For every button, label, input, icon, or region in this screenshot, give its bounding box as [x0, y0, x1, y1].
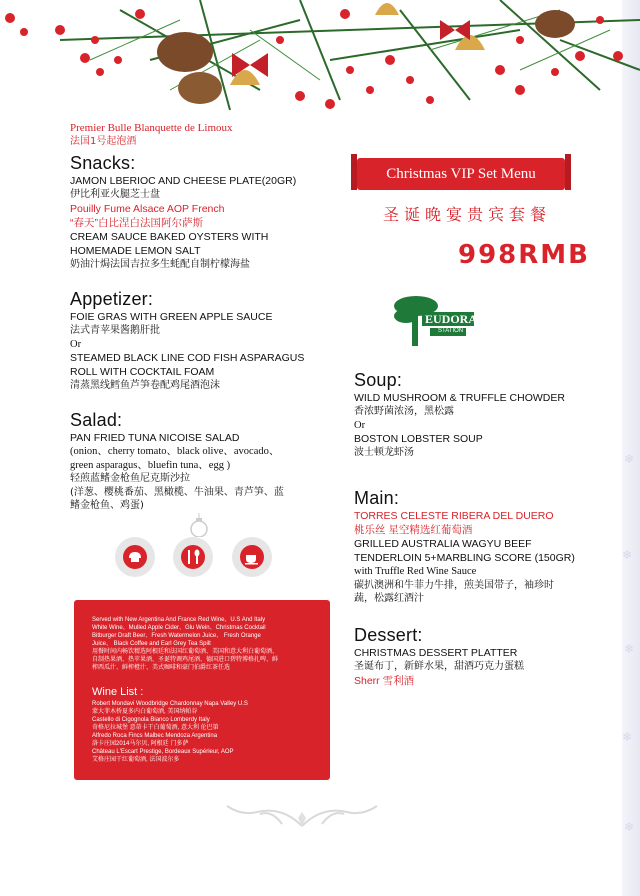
- wine-box-line: 榨西瓜汁、鲜榨橙汁、美式咖啡和豪门伯爵红茶任选: [92, 665, 231, 671]
- snacks-section: [70, 153, 350, 271]
- dessert-section: [354, 625, 619, 688]
- menu-line: WILD MUSHROOM & TRUFFLE CHOWDER: [354, 392, 565, 404]
- menu-line: FOIE GRAS WITH GREEN APPLE SAUCE: [70, 311, 273, 323]
- snowflake-icon: ❄: [622, 548, 633, 562]
- menu-price: 998RMB: [458, 240, 590, 270]
- wine-box-line: Bitburger Draft Beer、Fresh Watermelon Juice、 Fresh Orange: [92, 633, 261, 639]
- menu-line: 蔬，松露红酒汁: [354, 593, 424, 604]
- menu-line: (onion、cherry tomato、black olive、avocado、: [70, 446, 280, 457]
- menu-line: with Truffle Red Wine Sauce: [354, 566, 477, 577]
- snowflake-icon: ❄: [624, 452, 635, 466]
- appetizer-section: [70, 289, 355, 393]
- wine-box-line: 用餐时间内畅饮精选阿根廷和法国红葡萄酒、美国和意大利白葡萄酒、: [92, 649, 279, 655]
- section-title: Dessert:: [354, 625, 423, 645]
- menu-line: Pouilly Fume Alsace AOP French: [70, 202, 225, 215]
- appetizer-list: [70, 310, 355, 393]
- menu-line: BOSTON LOBSTER SOUP: [354, 433, 483, 445]
- menu-line: 圣诞布丁，新鲜水果，甜酒巧克力蛋糕: [354, 661, 524, 672]
- eudora-station-logo: [392, 292, 482, 350]
- menu-line: CREAM SAUCE BAKED OYSTERS WITH: [70, 230, 269, 243]
- salad-list: [70, 431, 355, 513]
- wine-box-line: 洛卡庄园2014马尔贝, 阿根廷 门多萨: [92, 741, 189, 747]
- menu-line: JAMON LBERIOC AND CHEESE PLATE(20GR): [70, 175, 297, 187]
- snowflake-icon: ❄: [624, 820, 635, 834]
- snowflake-icon: ❄: [624, 642, 635, 656]
- snacks-list: [70, 174, 350, 271]
- wine-info-box: [74, 600, 330, 780]
- menu-line: 奶油汁焗法国吉拉多生蚝配自制柠檬海盐: [70, 258, 250, 270]
- main-list: [354, 509, 619, 606]
- floral-flourish-icon: [222, 796, 382, 836]
- wine-list-title: Wine List :: [92, 686, 144, 698]
- menu-line: Or: [70, 338, 82, 350]
- menu-line: green asparagus、bluefin tuna、egg ): [70, 459, 231, 471]
- menu-line: 碳扒澳洲和牛菲力牛排，煎美国带子，袖珍时: [354, 579, 554, 591]
- menu-line: 清蒸黑线鳕鱼芦笋卷配鸡尾酒泡沫: [70, 380, 220, 391]
- menu-line: STEAMED BLACK LINE COD FISH ASPARAGUS: [70, 352, 305, 364]
- menu-line: Sherr 雪利酒: [354, 674, 415, 687]
- menu-line: TENDERLOIN 5+MARBLING SCORE (150GR): [354, 552, 575, 564]
- wine-list: [92, 700, 320, 764]
- menu-line: 法式青苹果酱鹅肝批: [70, 325, 160, 336]
- salad-section: [70, 410, 355, 513]
- wine-box-line: Château L'Escart Prestige, Bordeaux Supérieur, AOP: [92, 749, 234, 755]
- menu-line: 香浓野菌浓汤，黑松露: [354, 406, 454, 417]
- menu-line: PAN FRIED TUNA NICOISE SALAD: [70, 432, 240, 444]
- menu-line: ROLL WITH COCKTAIL FOAM: [70, 366, 215, 378]
- menu-line: HOMEMADE LEMON SALT: [70, 244, 201, 257]
- ornament-icon: [188, 513, 210, 537]
- menu-line: 波士顿龙虾汤: [354, 447, 414, 458]
- menu-line: Or: [354, 419, 366, 431]
- main-section: [354, 488, 619, 606]
- dessert-list: [354, 646, 619, 688]
- section-title: Main:: [354, 488, 400, 508]
- menu-line: 桃乐丝 星空精选红葡萄酒: [354, 524, 473, 536]
- section-title: Snacks:: [70, 153, 136, 173]
- wine-box-line: 奇格尼拉城堡 意蒂卡干白葡萄酒, 意大利 伦巴第: [92, 725, 219, 731]
- menu-title-cn: 圣诞晚宴贵宾套餐: [383, 205, 552, 224]
- menu-title-badge: Christmas VIP Set Menu: [357, 158, 565, 190]
- snowflake-icon: ❄: [622, 730, 633, 744]
- fork-spoon-icon: [173, 537, 213, 577]
- wine-box-line: White Wine、Mulled Apple Cider、Glu Wein、Christmas Cocktail: [92, 625, 266, 631]
- served-drinks-text: [92, 616, 320, 672]
- wine-box-line: Castello di Cigognola Bianco Lomberdy Italy: [92, 717, 210, 723]
- right-edge-stripe: [622, 0, 640, 896]
- menu-line: (洋葱、樱桃番茄、黑橄榄、牛油果、青芦笋、蓝: [70, 486, 284, 498]
- menu-line: GRILLED AUSTRALIA WAGYU BEEF: [354, 538, 532, 550]
- menu-line: 轻煎蓝鳍金枪鱼尼克斯沙拉: [70, 473, 190, 484]
- section-title: Soup:: [354, 370, 403, 390]
- wine-box-line: Robert Mondavi Woodbridge Chardonnay Napa Valley U.S: [92, 701, 248, 707]
- christmas-garland-icon: [0, 0, 640, 120]
- wine-box-line: 艾格庄园干红葡萄酒, 法国波尔多: [92, 757, 180, 763]
- logo-name: EUDORA: [425, 312, 478, 326]
- menu-line: TORRES CELESTE RIBERA DEL DUERO: [354, 510, 554, 522]
- menu-line: 伊比利亚火腿芝士盘: [70, 189, 160, 200]
- wine-box-line: 自制热果酒、热苹果酒、圣诞特调鸡尾酒、德国进口碧特博格扎啤、鲜: [92, 657, 279, 663]
- menu-line: CHRISTMAS DESSERT PLATTER: [354, 647, 518, 659]
- aperitif-wine-en: Premier Bulle Blanquette de Limoux: [70, 122, 233, 134]
- menu-line: “春天”白比涅白法国阿尔萨斯: [70, 216, 203, 229]
- aperitif-wine-cn: 法国1号起泡酒: [70, 136, 137, 147]
- section-title: Appetizer:: [70, 289, 154, 309]
- logo-sub: STATION: [438, 328, 464, 334]
- soup-section: [354, 370, 619, 460]
- wine-box-line: 蒙大菲木桥夏多内白葡萄酒, 美国纳帕谷: [92, 709, 198, 715]
- soup-list: [354, 391, 619, 460]
- menu-line: 鳍金枪鱼、鸡蛋): [70, 500, 144, 511]
- wine-box-line: Alfredo Roca Fincs Malbec Mendoza Argentina: [92, 733, 218, 739]
- wine-box-line: Juice、 Black Coffee and Earl Grey Tea Spilt: [92, 641, 211, 647]
- section-title: Salad:: [70, 410, 123, 430]
- coffee-cup-icon: [232, 537, 272, 577]
- wine-box-line: Served with New Argentina And France Red Wine、U.S And Italy: [92, 617, 266, 623]
- chef-hat-icon: [115, 537, 155, 577]
